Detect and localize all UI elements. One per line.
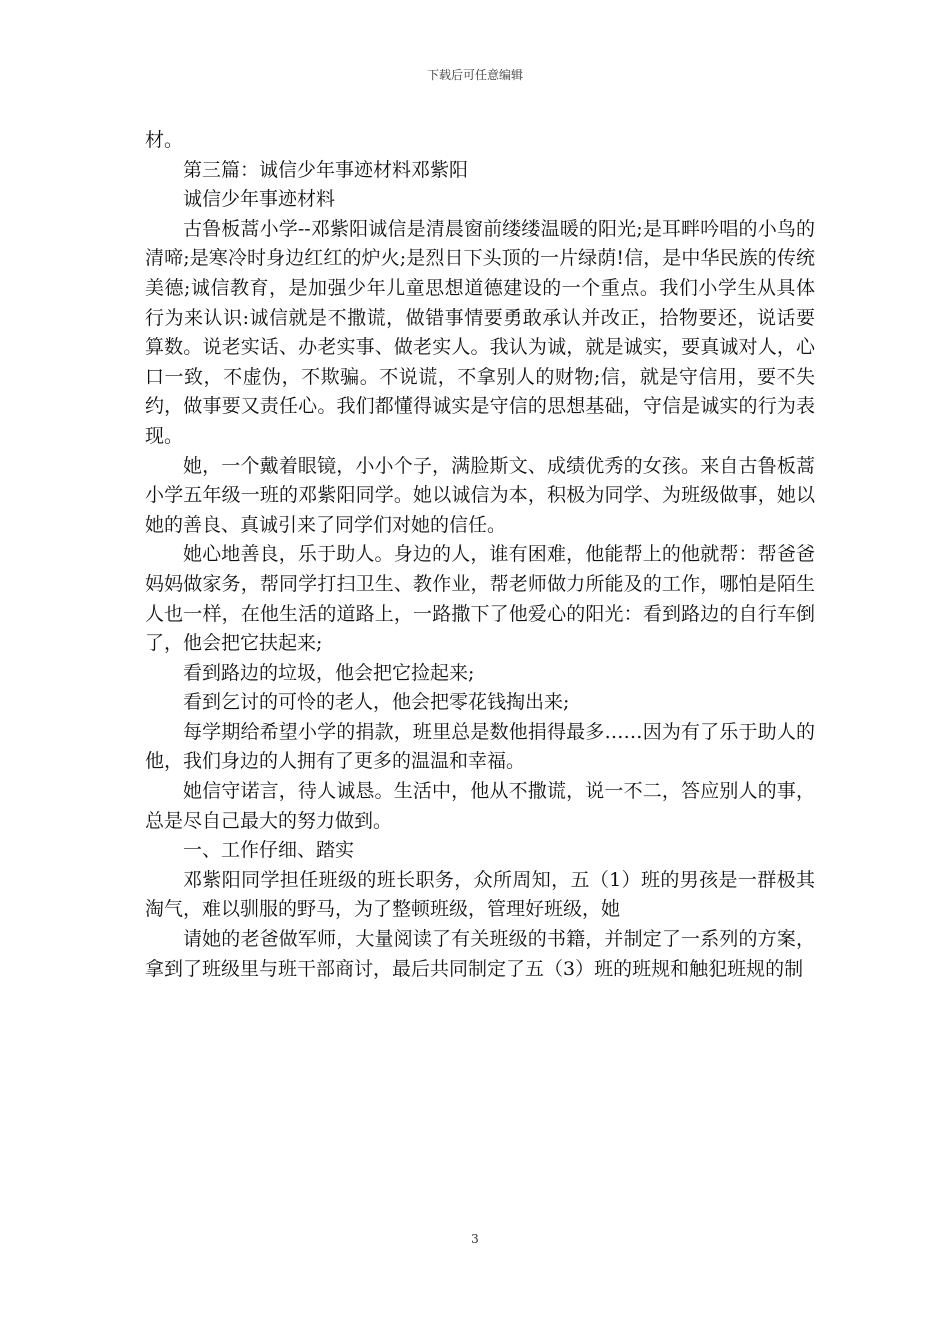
paragraph: 古鲁板蒿小学--邓紫阳诚信是清晨窗前缕缕温暖的阳光;是耳畔吟唱的小鸟的清啼;是寒冷时身边红红的炉火;是烈日下头顶的一片绿荫!信，是中华民族的传统美德;诚信教育，是加强少年儿童思想道德建设的一个重点。我们小学生从具体行为来认识:诚信就是不撒谎，做错事情要勇敢承认并改正，拾物要还，说话要算数。说老实话、办老实事、做老实人。我认为诚，就是诚实，要真诚对人，心口一致，不虚伪，不欺骗。不说谎，不拿别人的财物;信，就是守信用，要不失约，做事要又责任心。我们都懂得诚实是守信的思想基础，守信是诚实的行为表现。: [145, 217, 815, 447]
subsection-heading: 一、工作仔细、踏实: [183, 839, 355, 862]
paragraph: 每学期给希望小学的捐款，班里总是数他捐得最多……因为有了乐于助人的他，我们身边的人拥有了更多的温温和幸福。: [145, 720, 815, 773]
document-title: 诚信少年事迹材料: [183, 188, 336, 211]
paragraph: 材。: [145, 129, 184, 151]
section-heading: 第三篇：诚信少年事迹材料邓紫阳: [183, 158, 469, 181]
paragraph: 请她的老爸做军师，大量阅读了有关班级的书籍，并制定了一系列的方案，拿到了班级里与班干部商讨，最后共同制定了五（3）班的班规和触犯班规的制: [145, 928, 815, 980]
paragraph: 看到路边的垃圾，他会把它捡起来;: [183, 661, 475, 684]
paragraph: 她心地善良，乐于助人。身边的人，谁有困难，他能帮上的他就帮：帮爸爸妈妈做家务，帮同学打扫卫生、教作业，帮老师做力所能及的工作，哪怕是陌生人也一样，在他生活的道路上，一路撒下了他爱心的阳光：看到路边的自行车倒了，他会把它扶起来;: [145, 543, 815, 655]
paragraph: 她信守诺言，待人诚恳。生活中，他从不撒谎，说一不二，答应别人的事，总是尽自己最大的努力做到。: [145, 780, 815, 832]
paragraph: 邓紫阳同学担任班级的班长职务，众所周知，五（1）班的男孩是一群极其淘气，难以驯服的野马，为了整顿班级，管理好班级，她: [145, 868, 815, 921]
document-body: [145, 126, 815, 984]
paragraph: 看到乞讨的可怜的老人，他会把零花钱掏出来;: [183, 691, 570, 714]
page-number: 3: [471, 1232, 479, 1246]
paragraph: 她，一个戴着眼镜，小小个子，满脸斯文、成绩优秀的女孩。来自古鲁板蒿小学五年级一班的邓紫阳同学。她以诚信为本，积极为同学、为班级做事，她以她的善良、真诚引来了同学们对她的信任。: [145, 454, 815, 536]
page-header-note: 下载后可任意编辑: [426, 68, 523, 82]
